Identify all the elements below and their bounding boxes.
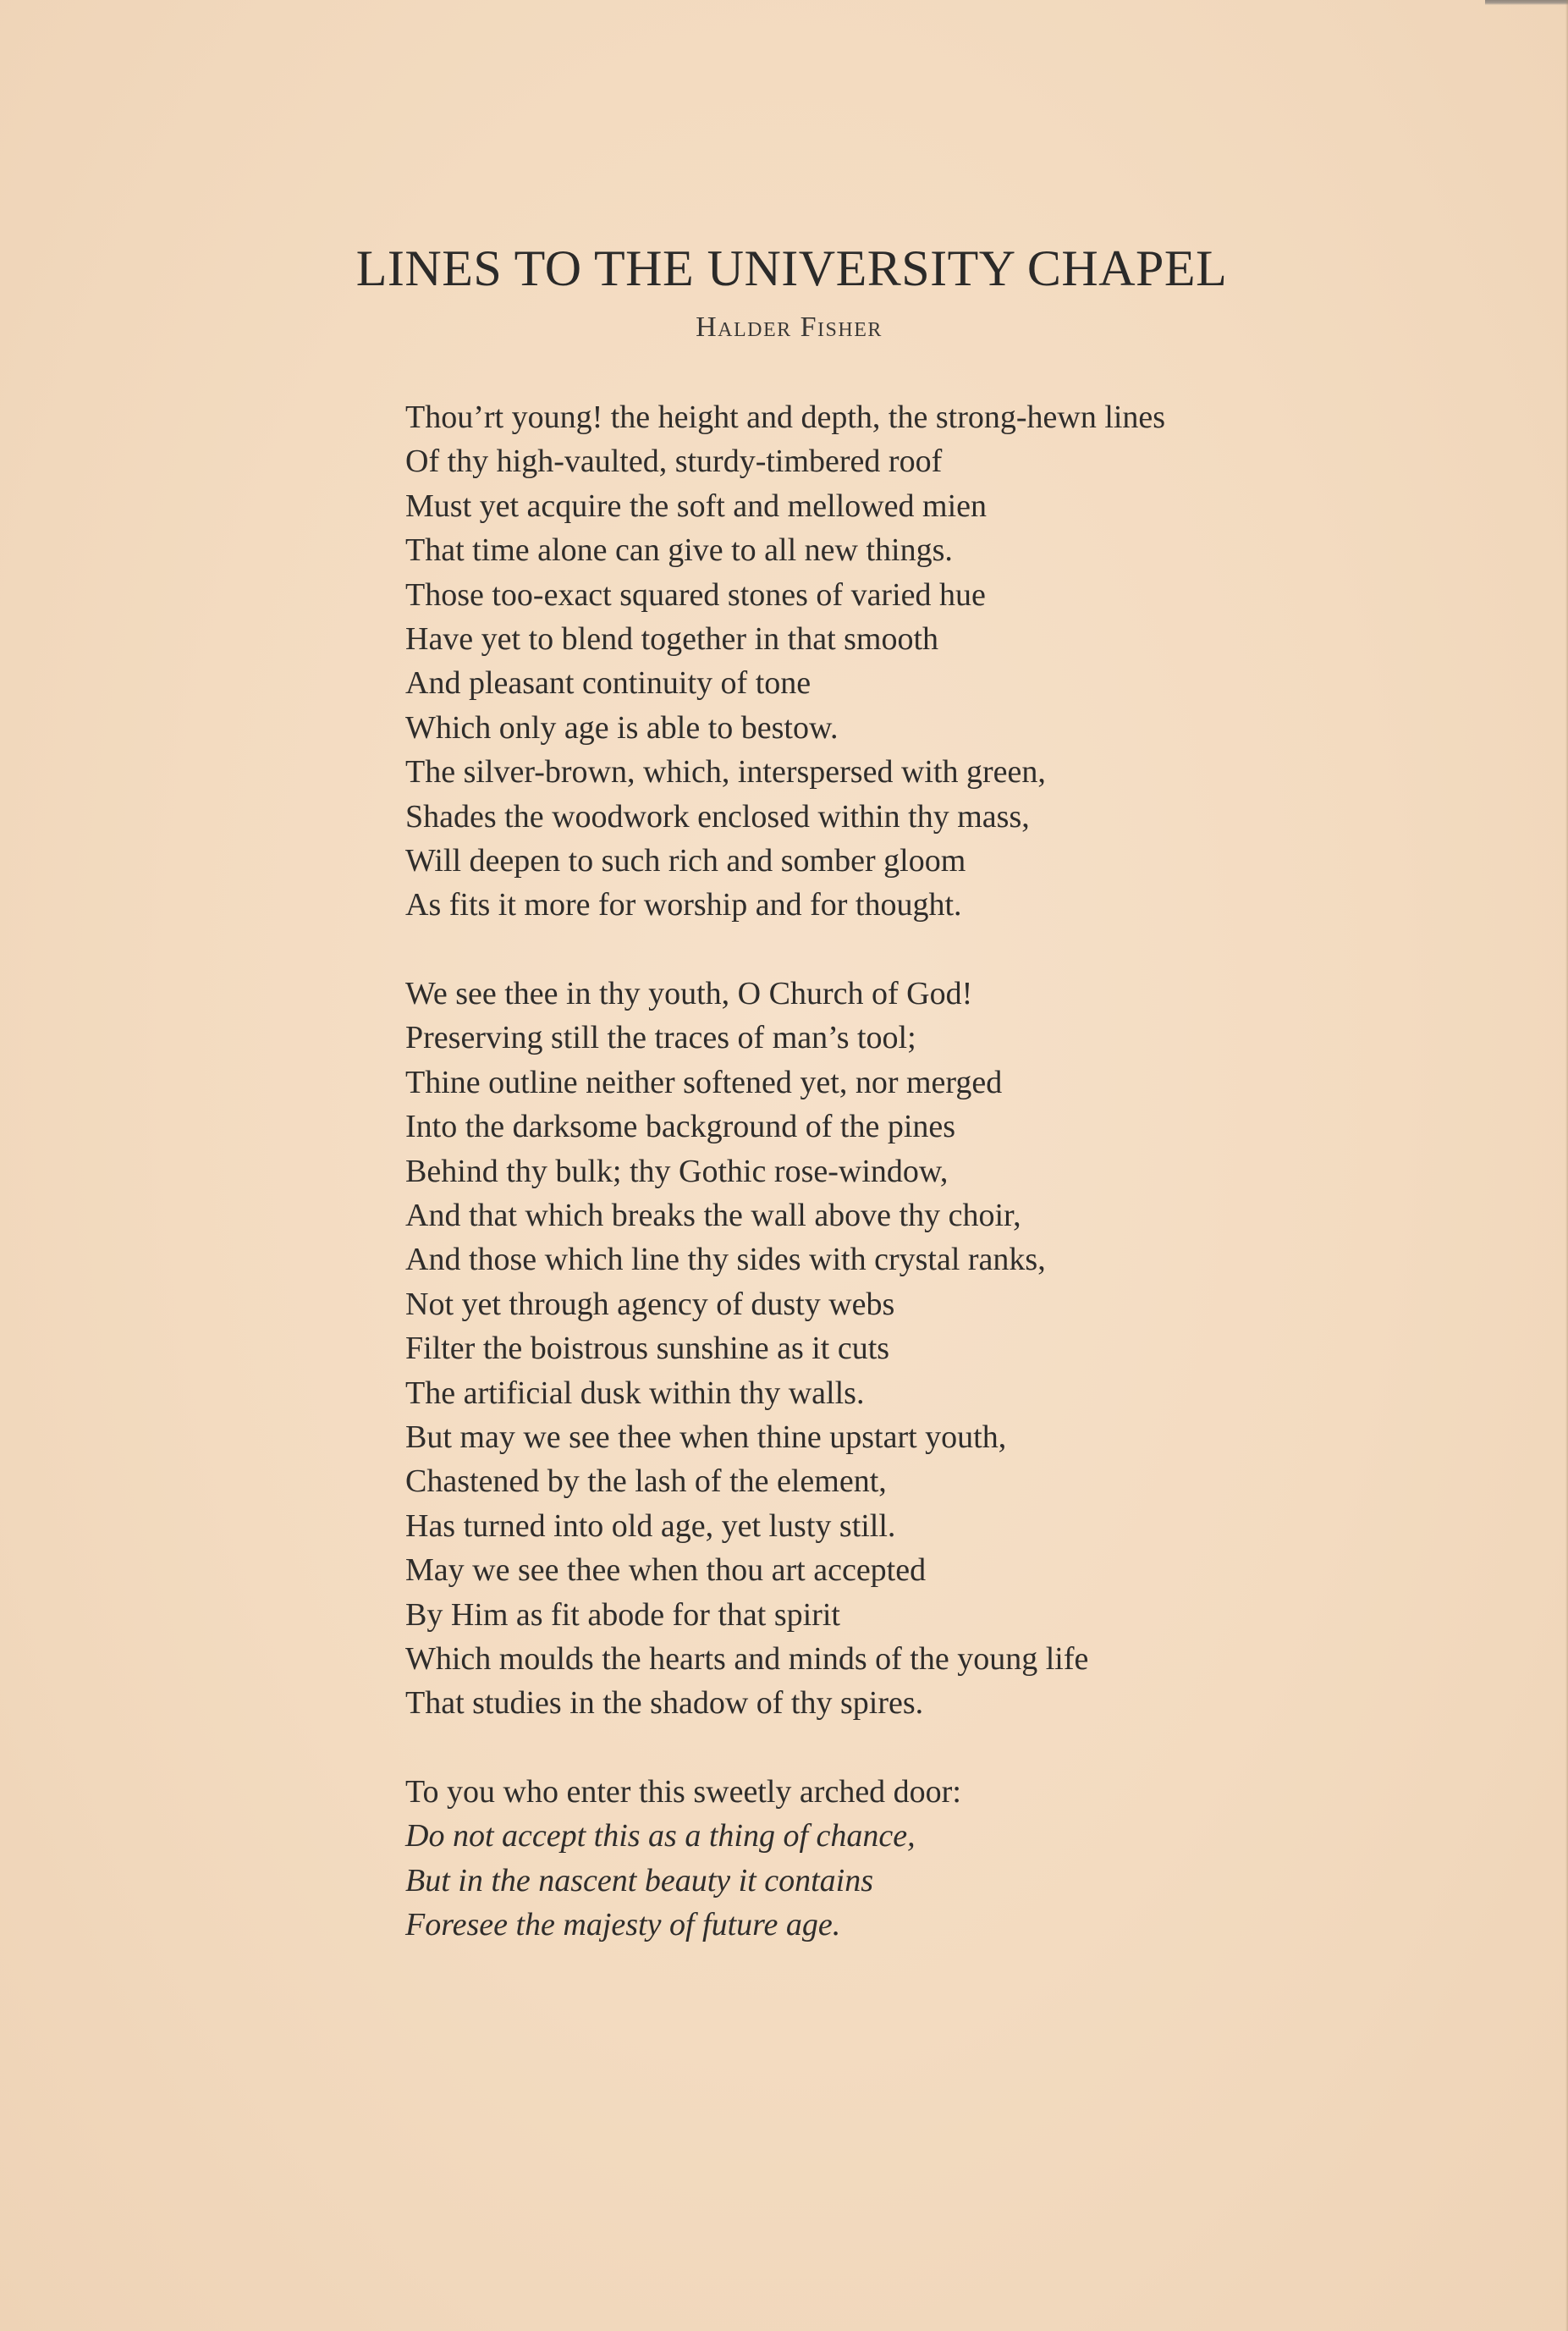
poem-body [405, 395, 1505, 1991]
stanza-2 [405, 972, 1505, 1726]
poem-line: Has turned into old age, yet lusty still. [405, 1507, 896, 1544]
poem-line: And pleasant continuity of tone [405, 665, 812, 702]
poem-line: Which only age is able to bestow. [405, 709, 839, 746]
poem-line: Must yet acquire the soft and mellowed mien [405, 488, 987, 524]
poem-line: Into the darksome background of the pines [405, 1109, 956, 1145]
poem-line: Thou’rt young! the height and depth, the strong-hewn lines [405, 400, 1166, 435]
poem-line: Behind thy bulk; thy Gothic rose-window, [405, 1153, 949, 1189]
poem-line: We see thee in thy youth, O Church of God! [405, 975, 973, 1011]
poem-line: By Him as fit abode for that spirit [405, 1596, 840, 1633]
poem-line: And those which line thy sides with crystal ranks, [405, 1242, 1046, 1278]
poem-line: And that which breaks the wall above thy choir, [405, 1197, 1021, 1233]
poem-line: Preserving still the traces of man’s tool; [405, 1020, 916, 1056]
poem-line: Those too-exact squared stones of varied hue [405, 576, 986, 613]
scan-edge-mark [1485, 0, 1568, 5]
poem-line: But may we see thee when thine upstart youth, [405, 1419, 1007, 1455]
poem-line: Chastened by the lash of the element, [405, 1463, 887, 1500]
poem-line: As fits it more for worship and for thought. [405, 887, 962, 923]
poem-line: May we see thee when thou art accepted [405, 1552, 927, 1589]
poem-line: That studies in the shadow of thy spires. [405, 1685, 924, 1722]
poem-line: Of thy high-vaulted, sturdy-timbered roof [405, 444, 943, 480]
poem-title: LINES TO THE UNIVERSITY CHAPEL [355, 240, 1228, 296]
poem-line: Thine outline neither softened yet, nor merged [405, 1064, 1003, 1100]
poem-line: Have yet to blend together in that smooth [405, 621, 939, 658]
stanza-1 [405, 395, 1505, 928]
poem-author: Halder Fisher [696, 311, 883, 343]
poem-line-italic: Foresee the majesty of future age. [405, 1907, 841, 1942]
poem-line: That time alone can give to all new things. [405, 532, 953, 569]
poem-line: Filter the boistrous sunshine as it cuts [405, 1331, 890, 1367]
poem-line: Which moulds the hearts and minds of the young life [405, 1640, 1089, 1677]
poem-line: To you who enter this sweetly arched door: [405, 1773, 961, 1810]
poem-line: The silver-brown, which, interspersed with green, [405, 754, 1046, 791]
stanza-3 [405, 1770, 1505, 1948]
poem-line: Will deepen to such rich and somber gloom [405, 843, 966, 879]
poem-line-italic: But in the nascent beauty it contains [405, 1862, 874, 1898]
poem-line: Shades the woodwork enclosed within thy mass, [405, 798, 1030, 835]
poem-line: The artificial dusk within thy walls. [405, 1375, 865, 1411]
poem-line-italic: Do not accept this as a thing of chance, [405, 1818, 916, 1854]
poem-line: Not yet through agency of dusty webs [405, 1286, 895, 1322]
